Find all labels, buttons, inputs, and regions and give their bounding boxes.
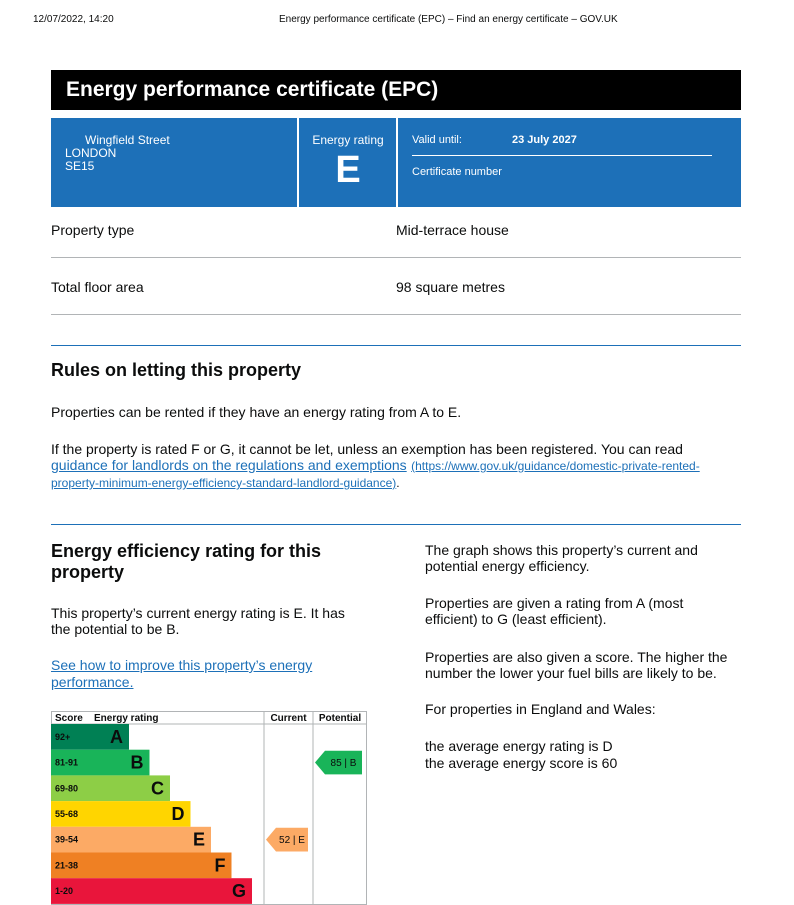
current-rating-line1: This property’s current energy rating is E. It has: [51, 605, 345, 621]
property-type-value: Mid-terrace house: [396, 222, 509, 238]
band-score-label: 21-38: [55, 860, 79, 871]
chart-header-potential: Potential: [318, 713, 362, 724]
address-city: LONDON: [65, 146, 117, 160]
band-letter-f: F: [214, 855, 226, 876]
energy-rating-box: [299, 118, 397, 207]
side-text: efficient) to G (least efficient).: [425, 611, 607, 627]
improve-link-block: [51, 657, 312, 691]
print-page-title: Energy performance certificate (EPC) – Find an energy certificate – GOV.UK: [279, 14, 618, 25]
band-letter-a: A: [110, 726, 123, 747]
band-score-label: 1-20: [55, 886, 74, 897]
summary-panel: [51, 118, 741, 207]
side-text: potential energy efficiency.: [425, 558, 590, 574]
valid-until-label: Valid until:: [412, 134, 462, 146]
address-street: Wingfield Street: [85, 133, 170, 147]
landlord-guidance-url-cont[interactable]: property-minimum-energy-efficiency-standard-landlord-guidance): [51, 476, 397, 490]
address-postcode: SE15: [65, 159, 95, 173]
rating-range-explanation: [425, 595, 683, 627]
section-divider: [51, 524, 741, 525]
chart-header-score: Score: [55, 713, 83, 724]
graph-explanation: [425, 542, 698, 574]
current-rating-text: [51, 605, 345, 637]
side-text: number the lower your fuel bills are likely to be.: [425, 665, 717, 681]
improve-energy-link[interactable]: See how to improve this property’s energy: [51, 657, 313, 673]
row-divider: [51, 314, 741, 315]
band-score-label: 81-91: [55, 757, 79, 768]
chart-header-current: Current: [270, 713, 307, 724]
score-explanation: [425, 649, 727, 681]
potential-rating-label: 85 | B: [330, 758, 357, 770]
chart-header-rating: Energy rating: [94, 713, 159, 724]
band-letter-g: G: [231, 881, 246, 902]
letting-paragraph-1: Properties can be rented if they have an energy rating from A to E.: [51, 404, 462, 420]
efficiency-heading-line2: property: [51, 562, 125, 582]
band-letter-d: D: [171, 803, 185, 824]
average-score: the average energy score is 60: [425, 755, 618, 771]
band-letter-b: B: [130, 752, 144, 773]
band-bar-f: [88, 853, 232, 879]
band-score-label: 92+: [55, 731, 71, 742]
side-text: The graph shows this property’s current and: [425, 542, 698, 558]
region-text: For properties in England and Wales:: [425, 701, 656, 717]
property-type-label: Property type: [51, 222, 135, 238]
floor-area-value: 98 square metres: [396, 279, 505, 295]
letting-paragraph-2: If the property is rated F or G, it cannot be let, unless an exemption has been registered. You can read: [51, 441, 683, 457]
band-score-label: 55-68: [55, 808, 79, 819]
valid-until-date: 23 July 2027: [512, 134, 577, 146]
average-rating: the average energy rating is D: [425, 738, 613, 754]
average-text: [425, 738, 617, 772]
epc-chart-svg: [51, 711, 367, 905]
address: [65, 134, 170, 173]
current-rating-line2: the potential to be B.: [51, 621, 180, 637]
current-rating-label: 52 | E: [279, 835, 305, 847]
improve-energy-link-cont[interactable]: performance.: [51, 674, 134, 690]
letting-guidance-line-2: [51, 474, 400, 492]
letting-guidance-line: [51, 457, 751, 475]
band-letter-c: C: [151, 778, 164, 799]
band-score-label: 69-80: [55, 783, 79, 794]
landlord-guidance-link[interactable]: guidance for landlords on the regulations and exemptions: [51, 457, 407, 473]
section-divider: [51, 345, 741, 346]
energy-rating-label: Energy rating: [312, 133, 384, 147]
efficiency-heading-line1: Energy efficiency rating for this: [51, 541, 322, 561]
panel-divider: [396, 118, 398, 207]
band-score-label: 39-54: [55, 834, 79, 845]
efficiency-heading: [51, 541, 321, 583]
period: .: [396, 476, 400, 490]
energy-rating-value: E: [335, 149, 361, 191]
print-datetime: 12/07/2022, 14:20: [33, 14, 114, 25]
row-divider: [51, 257, 741, 258]
floor-area-label: Total floor area: [51, 279, 144, 295]
letting-heading: Rules on letting this property: [51, 360, 302, 380]
page-title: Energy performance certificate (EPC): [51, 70, 741, 110]
validity-divider: [412, 155, 712, 156]
epc-chart: [51, 711, 367, 905]
side-text: Properties are given a rating from A (most: [425, 595, 684, 611]
certificate-number-label: Certificate number: [412, 166, 502, 178]
side-text: Properties are also given a score. The higher the: [425, 649, 728, 665]
band-letter-e: E: [192, 829, 205, 850]
landlord-guidance-url[interactable]: (https://www.gov.uk/guidance/domestic-private-rented-: [411, 459, 700, 473]
band-bar-g: [88, 878, 252, 904]
